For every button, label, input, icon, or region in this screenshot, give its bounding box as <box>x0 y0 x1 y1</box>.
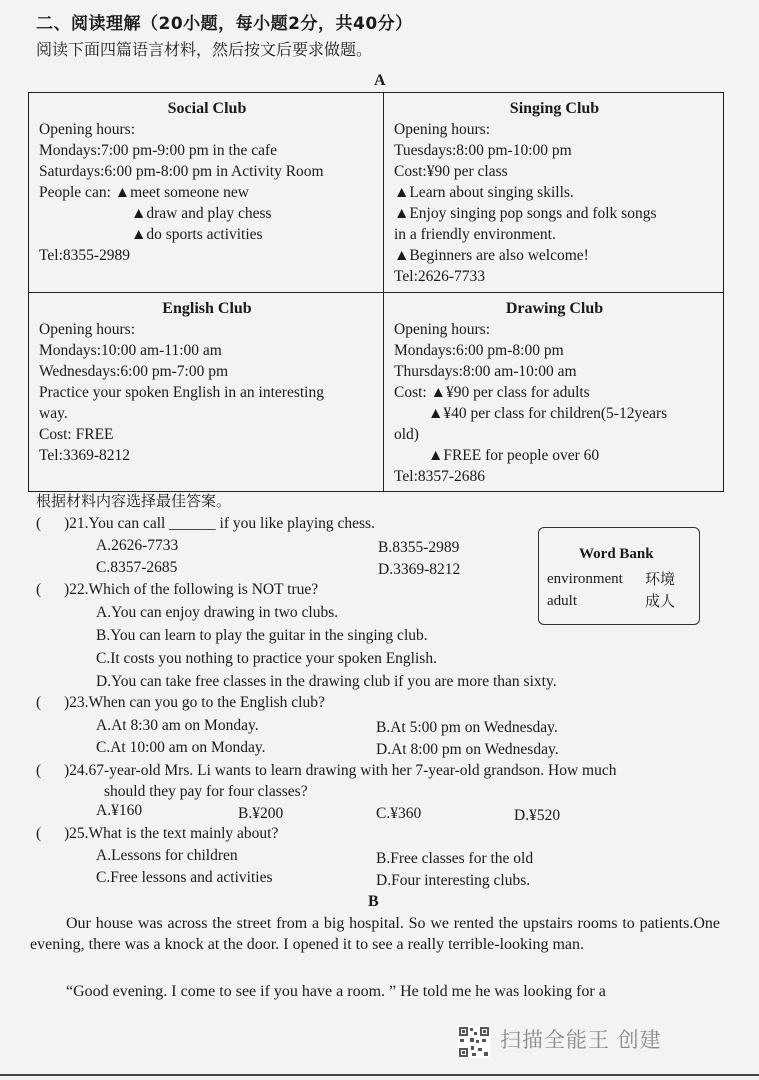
singing-club-line: ▲Beginners are also welcome! <box>394 247 589 264</box>
word-bank-meaning: 成人 <box>645 592 676 610</box>
social-club-line: ▲do sports activities <box>131 226 263 243</box>
singing-club-line: Cost:¥90 per class <box>394 163 508 180</box>
option-d: D.3369-8212 <box>378 561 461 578</box>
drawing-club-cell <box>384 293 724 492</box>
option-b: B.You can learn to play the guitar in the singing club. <box>96 627 428 644</box>
question-25 <box>36 824 278 845</box>
drawing-club-line: ▲FREE for people over 60 <box>428 447 600 464</box>
social-club-name: Social Club <box>167 100 247 117</box>
english-club-cell <box>29 293 384 492</box>
drawing-club-line: Opening hours: <box>394 321 491 338</box>
option-d: D.Four interesting clubs. <box>376 872 531 889</box>
option-d: D.You can take free classes in the drawing club if you are more than sixty. <box>96 673 557 690</box>
passage-a-label: A <box>374 72 386 89</box>
social-club-line: Opening hours: <box>39 121 136 138</box>
english-club-line: Cost: FREE <box>39 426 114 443</box>
option-a: A.Lessons for children <box>96 847 238 864</box>
singing-club-line: Tel:2626-7733 <box>394 268 486 285</box>
option-d: D.¥520 <box>514 807 561 824</box>
question-23 <box>36 693 325 714</box>
word-bank-word: environment <box>547 571 623 587</box>
word-bank-title: Word Bank <box>579 546 654 562</box>
drawing-club-line: old) <box>394 426 419 443</box>
option-b: B.¥200 <box>238 805 284 822</box>
english-club-line: Mondays:10:00 am-11:00 am <box>39 342 222 359</box>
question-stem-continued: should they pay for four classes? <box>104 783 308 800</box>
drawing-club-line: Thursdays:8:00 am-10:00 am <box>394 363 577 380</box>
question-stem: )21.You can call ______ if you like playing chess. <box>64 515 375 532</box>
singing-club-line: Opening hours: <box>394 121 491 138</box>
option-c: C.8357-2685 <box>96 559 178 576</box>
question-stem: )24.67-year-old Mrs. Li wants to learn drawing with her 7-year-old grandson. How much <box>64 762 617 779</box>
scanner-watermark: 扫描全能王 创建 <box>500 1028 662 1052</box>
passage-b-label: B <box>368 893 379 910</box>
drawing-club-line: Cost: ▲¥90 per class for adults <box>394 384 590 401</box>
answer-paren: ( <box>36 694 42 711</box>
option-a: A.2626-7733 <box>96 537 179 554</box>
english-club-line: Tel:3369-8212 <box>39 447 131 464</box>
singing-club-line: ▲Learn about singing skills. <box>394 184 574 201</box>
social-club-cell <box>29 93 384 293</box>
answer-paren: ( <box>36 581 42 598</box>
option-c: C.It costs you nothing to practice your spoken English. <box>96 650 437 667</box>
drawing-club-line: Mondays:6:00 pm-8:00 pm <box>394 342 564 359</box>
english-club-name: English Club <box>162 300 252 317</box>
answer-paren: ( <box>36 762 42 779</box>
singing-club-name: Singing Club <box>509 100 600 117</box>
word-bank-meaning: 环境 <box>645 570 676 588</box>
word-bank <box>538 527 700 625</box>
option-b: B.8355-2989 <box>378 539 460 556</box>
singing-club-line: Tuesdays:8:00 pm-10:00 pm <box>394 142 572 159</box>
question-stem: )22.Which of the following is NOT true? <box>64 581 319 598</box>
passage-b-paragraph: “Good evening. I come to see if you have a room. ” He told me he was looking for a <box>66 983 606 1000</box>
question-stem: )23.When can you go to the English club? <box>64 694 325 711</box>
option-c: C.At 10:00 am on Monday. <box>96 739 266 756</box>
section-title: 二、阅读理解（20小题，每小题2分，共40分） <box>36 14 413 34</box>
option-a: A.¥160 <box>96 802 143 819</box>
social-club-line: Tel:8355-2989 <box>39 247 131 264</box>
english-club-line: Opening hours: <box>39 321 136 338</box>
word-bank-word: adult <box>547 593 577 609</box>
task-instruction: 根据材料内容选择最佳答案。 <box>36 492 232 510</box>
option-c: C.Free lessons and activities <box>96 869 273 886</box>
english-club-line: Wednesdays:6:00 pm-7:00 pm <box>39 363 229 380</box>
singing-club-line: in a friendly environment. <box>394 226 556 243</box>
social-club-line: People can: ▲meet someone new <box>39 184 249 201</box>
singing-club-cell <box>384 93 724 293</box>
drawing-club-line: Tel:8357-2686 <box>394 468 486 485</box>
passage-b-paragraph: Our house was across the street from a big hospital. So we rented the upstairs rooms to patients.One evening, there was a knock at the door. I opened it to see a really terrible-looking man. <box>30 915 720 953</box>
option-c: C.¥360 <box>376 805 422 822</box>
answer-paren: ( <box>36 825 42 842</box>
singing-club-line: ▲Enjoy singing pop songs and folk songs <box>394 205 657 222</box>
option-d: D.At 8:00 pm on Wednesday. <box>376 741 559 758</box>
option-b: B.Free classes for the old <box>376 850 534 867</box>
social-club-line: Saturdays:6:00 pm-8:00 pm in Activity Room <box>39 163 324 180</box>
social-club-line: ▲draw and play chess <box>131 205 272 222</box>
question-22 <box>36 580 318 601</box>
drawing-club-name: Drawing Club <box>505 300 604 317</box>
option-b: B.At 5:00 pm on Wednesday. <box>376 719 558 736</box>
english-club-line: Practice your spoken English in an interesting <box>39 384 324 401</box>
question-24 <box>36 761 617 782</box>
english-club-line: way. <box>39 405 68 422</box>
drawing-club-line: ▲¥40 per class for children(5-12years <box>428 405 668 422</box>
social-club-line: Mondays:7:00 pm-9:00 pm in the cafe <box>39 142 278 159</box>
question-stem: )25.What is the text mainly about? <box>64 825 279 842</box>
qr-code-icon <box>458 1026 490 1058</box>
option-a: A.At 8:30 am on Monday. <box>96 717 259 734</box>
answer-paren: ( <box>36 515 42 532</box>
question-21 <box>36 514 375 535</box>
bottom-rule <box>0 1074 759 1076</box>
option-a: A.You can enjoy drawing in two clubs. <box>96 604 339 621</box>
instructions: 阅读下面四篇语言材料，然后按文后要求做题。 <box>36 40 373 59</box>
clubs-table <box>28 92 724 492</box>
